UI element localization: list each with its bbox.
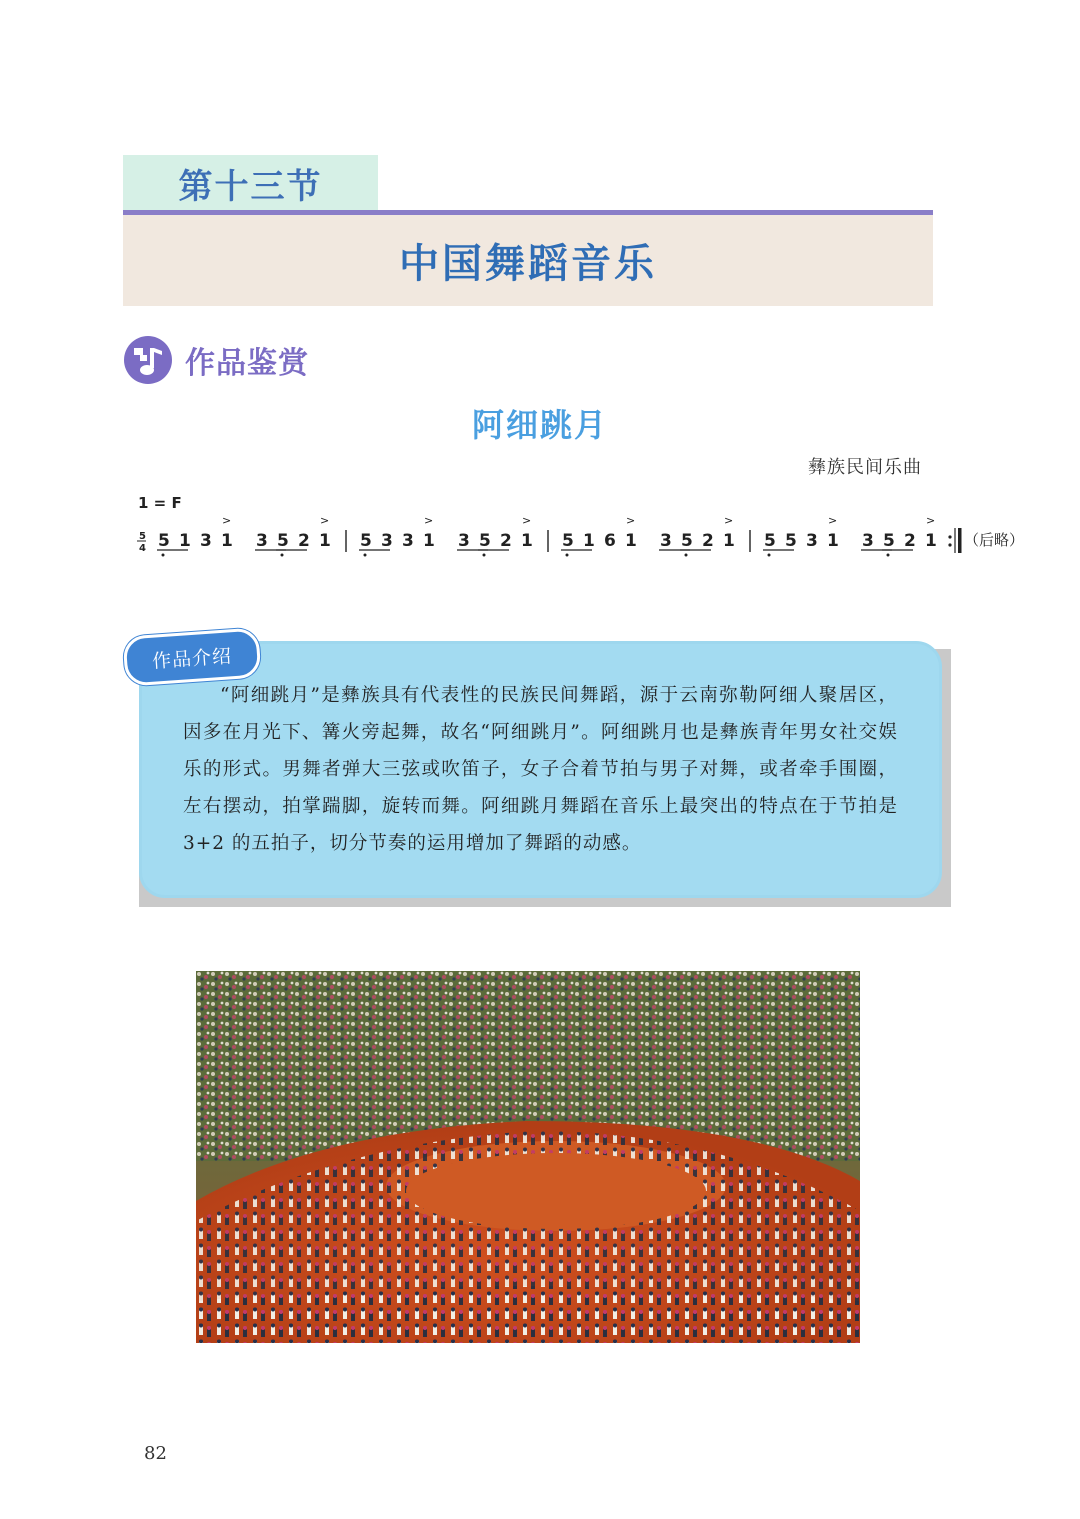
note-digit: 1 — [423, 531, 435, 551]
repeat-dot — [948, 535, 951, 538]
time-signature-top: 5 — [139, 531, 146, 542]
note-digit: 2 — [702, 531, 714, 551]
accent-mark: > — [424, 514, 434, 527]
accent-mark: > — [926, 514, 936, 527]
low-octave-dot — [281, 554, 284, 557]
section-tab — [123, 155, 378, 212]
note-digit: 1 — [583, 531, 595, 551]
note-digit: 1 — [221, 531, 233, 551]
repeat-dot — [948, 543, 951, 546]
low-octave-dot — [364, 554, 367, 557]
low-octave-dot — [162, 554, 165, 557]
page-title: 中国舞蹈音乐 — [399, 241, 657, 287]
accent-mark: > — [626, 514, 636, 527]
note-digit: 3 — [862, 531, 874, 551]
note-digit: 1 — [827, 531, 839, 551]
accent-mark: > — [522, 514, 532, 527]
crowd-dance-photo — [196, 971, 860, 1343]
note-digit: 1 — [521, 531, 533, 551]
note-digit: 1 — [319, 531, 331, 551]
note-digit: 3 — [402, 531, 414, 551]
note-digit: 1 — [925, 531, 937, 551]
note-digit: 3 — [200, 531, 212, 551]
piece-source: 彝族民间乐曲 — [808, 457, 922, 478]
note-digit: 3 — [660, 531, 672, 551]
accent-mark: > — [828, 514, 838, 527]
note-digit: 5 — [277, 531, 289, 551]
note-digit: 2 — [500, 531, 512, 551]
ending-note: （后略） — [964, 531, 1025, 549]
low-octave-dot — [768, 554, 771, 557]
key-signature: 1 = F — [138, 494, 182, 512]
note-digit: 5 — [785, 531, 797, 551]
note-digit: 3 — [806, 531, 818, 551]
accent-mark: > — [222, 514, 232, 527]
music-note-icon — [123, 335, 173, 385]
final-bar — [958, 528, 962, 553]
note-digit: 5 — [681, 531, 693, 551]
note-digit: 2 — [904, 531, 916, 551]
note-digit: 5 — [764, 531, 776, 551]
note-digit: 3 — [381, 531, 393, 551]
piece-title: 阿细跳月 — [471, 406, 608, 444]
accent-mark: > — [320, 514, 330, 527]
low-octave-dot — [566, 554, 569, 557]
low-octave-dot — [483, 554, 486, 557]
note-digit: 6 — [604, 531, 616, 551]
note-digit: 5 — [562, 531, 574, 551]
low-octave-dot — [685, 554, 688, 557]
time-signature-bottom: 4 — [139, 543, 146, 554]
intro-text: “阿细跳月”是彝族具有代表性的民族民间舞蹈，源于云南弥勒阿细人聚居区，因多在月光下、篝火旁起舞，故名“阿细跳月”。阿细跳月也是彝族青年男女社交娱乐的形式。男舞者弹大三弦或吹笛子，女子合着节拍与男子对舞，或者牵手围圈，左右摆动，拍掌踹脚，旋转而舞。阿细跳月舞蹈在音乐上最突出的特点在于节拍是 3+2 的五拍子，切分节奏的运用增加了舞蹈的动感。 — [183, 685, 898, 854]
note-digit: 2 — [298, 531, 310, 551]
note-digit: 5 — [883, 531, 895, 551]
accent-mark: > — [724, 514, 734, 527]
note-digit: 1 — [625, 531, 637, 551]
note-digit: 1 — [179, 531, 191, 551]
note-digit: 3 — [458, 531, 470, 551]
note-digit: 5 — [479, 531, 491, 551]
note-digit: 5 — [360, 531, 372, 551]
note-digit: 5 — [158, 531, 170, 551]
title-band — [123, 215, 933, 306]
appreciation-heading: 作品鉴赏 — [185, 346, 309, 381]
note-digit: 1 — [723, 531, 735, 551]
page-number: 82 — [144, 1443, 167, 1464]
low-octave-dot — [887, 554, 890, 557]
section-label: 第十三节 — [178, 167, 323, 207]
note-digit: 3 — [256, 531, 268, 551]
jianpu-score — [136, 510, 1025, 560]
intro-tag-label: 作品介绍 — [151, 644, 233, 673]
